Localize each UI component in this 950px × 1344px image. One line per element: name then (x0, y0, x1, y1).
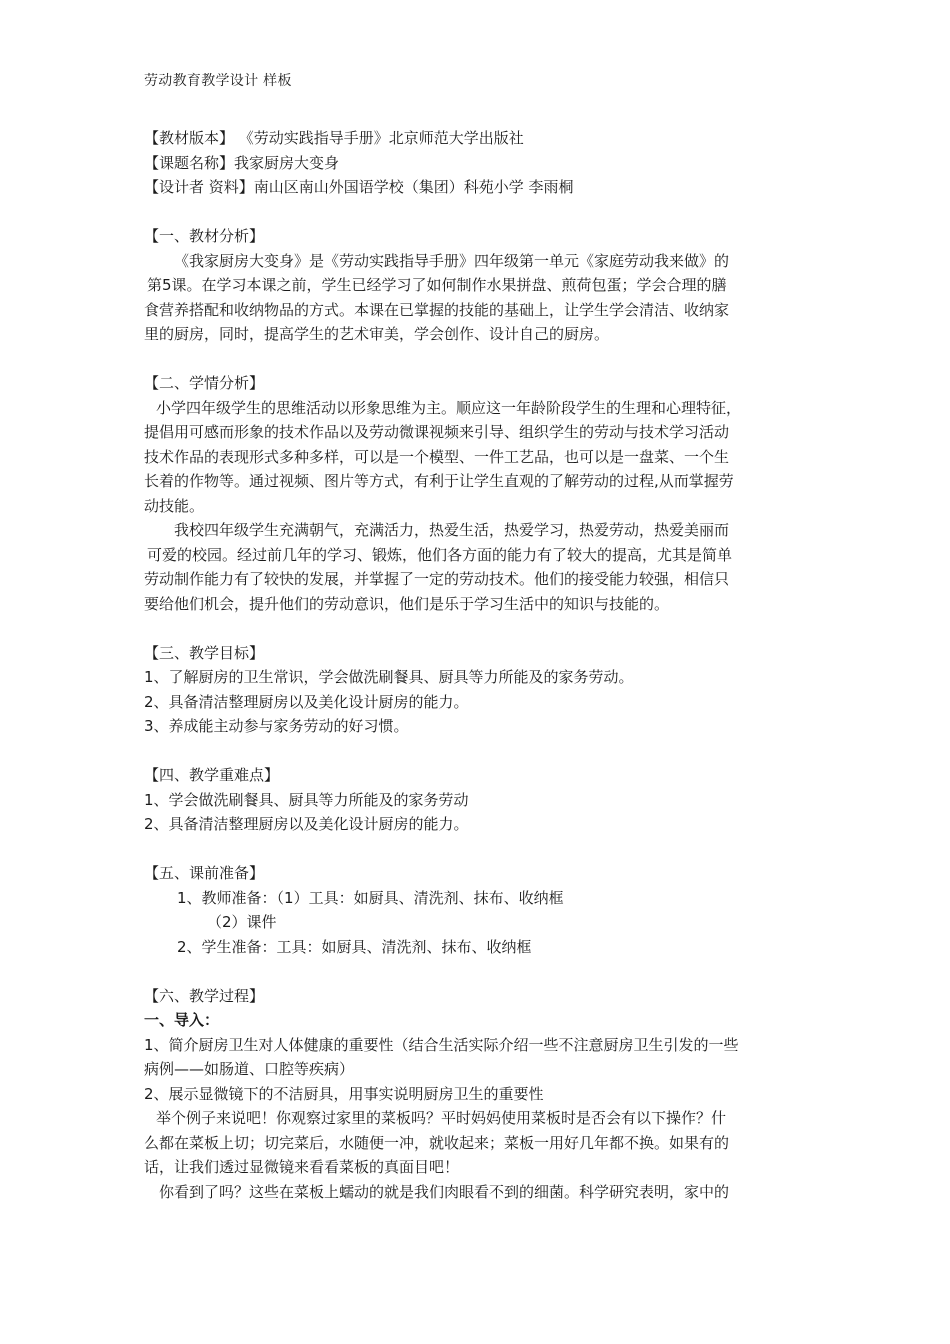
paragraph-line: 长着的作物等。通过视频、图片等方式，有利于让学生直观的了解劳动的过程,从而掌握劳 (144, 472, 734, 490)
subsection-heading: 一、导入： (144, 1011, 220, 1029)
section-heading-preparation: 【五、课前准备】 (144, 864, 265, 882)
paragraph-line: 1、简介厨房卫生对人体健康的重要性（结合生活实际介绍一些不注意厨房卫生引发的一些 (144, 1035, 739, 1054)
meta-lesson: 【课题名称】我家厨房大变身 (144, 153, 340, 172)
page-header: 劳动教育教学设计 样板 (144, 73, 292, 89)
paragraph-line: 劳动制作能力有了较快的发展，并掌握了一定的劳动技术。他们的接受能力较强，相信只 (144, 570, 730, 588)
section-heading-key-points: 【四、教学重难点】 (144, 766, 280, 784)
paragraph-line: 你看到了吗？这些在菜板上蠕动的就是我们肉眼看不到的细菌。科学研究表明，家中的 (159, 1182, 730, 1201)
paragraph-line: 么都在菜板上切；切完菜后，水随便一冲，就收起来；菜板一用好几年都不换。如果有的 (144, 1133, 730, 1152)
paragraph-line: 动技能。 (144, 496, 205, 515)
section-heading-teaching-goals: 【三、教学目标】 (144, 643, 265, 662)
paragraph-line: 我校四年级学生充满朝气，充满活力，热爱生活，热爱学习，热爱劳动，热爱美丽而 (174, 521, 730, 539)
section-heading-student-analysis: 【二、学情分析】 (144, 374, 265, 392)
section-heading-textbook-analysis: 【一、教材分析】 (144, 227, 265, 245)
paragraph-line: 小学四年级学生的思维活动以形象思维为主。顺应这一年龄阶段学生的生理和心理特征， (156, 398, 742, 417)
list-item: 2、具备清洁整理厨房以及美化设计厨房的能力。 (144, 815, 469, 833)
paragraph-line: 可爱的校园。经过前几年的学习、锻炼，他们各方面的能力有了较大的提高，尤其是简单 (147, 545, 733, 564)
list-item: 3、养成能主动参与家务劳动的好习惯。 (144, 717, 409, 735)
paragraph-line: 病例——如肠道、口腔等疾病） (144, 1060, 355, 1078)
meta-edition: 【教材版本】 《劳动实践指导手册》北京师范大学出版社 (144, 129, 524, 147)
section-heading-teaching-process: 【六、教学过程】 (144, 986, 265, 1005)
paragraph-line: 《我家厨房大变身》是《劳动实践指导手册》四年级第一单元《家庭劳动我来做》的 (174, 251, 730, 270)
paragraph-line: 技术作品的表现形式多种多样，可以是一个模型、一件工艺品，也可以是一盘菜、一个生 (144, 447, 730, 466)
list-item: 1、学会做洗刷餐具、厨具等力所能及的家务劳动 (144, 790, 469, 809)
paragraph-line: 食营养搭配和收纳物品的方式。本课在已掌握的技能的基础上，让学生学会清洁、收纳家 (144, 300, 730, 319)
paragraph-line: 举个例子来说吧！你观察过家里的菜板吗？平时妈妈使用菜板时是否会有以下操作？什 (156, 1109, 727, 1127)
list-item: 2、学生准备：工具：如厨具、清洗剂、抹布、收纳框 (177, 937, 532, 956)
document-body (144, 126, 812, 1204)
paragraph-line: 里的厨房，同时，提高学生的艺术审美，学会创作、设计自己的厨房。 (144, 325, 610, 343)
paragraph-line: 话，让我们透过显微镜来看看菜板的真面目吧！ (144, 1158, 460, 1176)
list-item: 1、教师准备：（1）工具：如厨具、清洗剂、抹布、收纳框 (177, 888, 564, 907)
list-item: （2）课件 (207, 913, 277, 931)
list-item: 2、具备清洁整理厨房以及美化设计厨房的能力。 (144, 692, 469, 711)
meta-designer: 【设计者 资料】南山区南山外国语学校（集团）科苑小学 李雨桐 (144, 178, 574, 196)
paragraph-line: 2、展示显微镜下的不洁厨具，用事实说明厨房卫生的重要性 (144, 1084, 544, 1103)
paragraph-line: 要给他们机会，提升他们的劳动意识，他们是乐于学习生活中的知识与技能的。 (144, 594, 670, 613)
list-item: 1、了解厨房的卫生常识，学会做洗刷餐具、厨具等力所能及的家务劳动。 (144, 668, 634, 686)
paragraph-line: 提倡用可感而形象的技术作品以及劳动微课视频来引导、组织学生的劳动与技术学习活动 (144, 423, 730, 441)
paragraph-line: 第5课。在学习本课之前，学生已经学习了如何制作水果拼盘、煎荷包蛋；学会合理的膳 (147, 276, 727, 294)
